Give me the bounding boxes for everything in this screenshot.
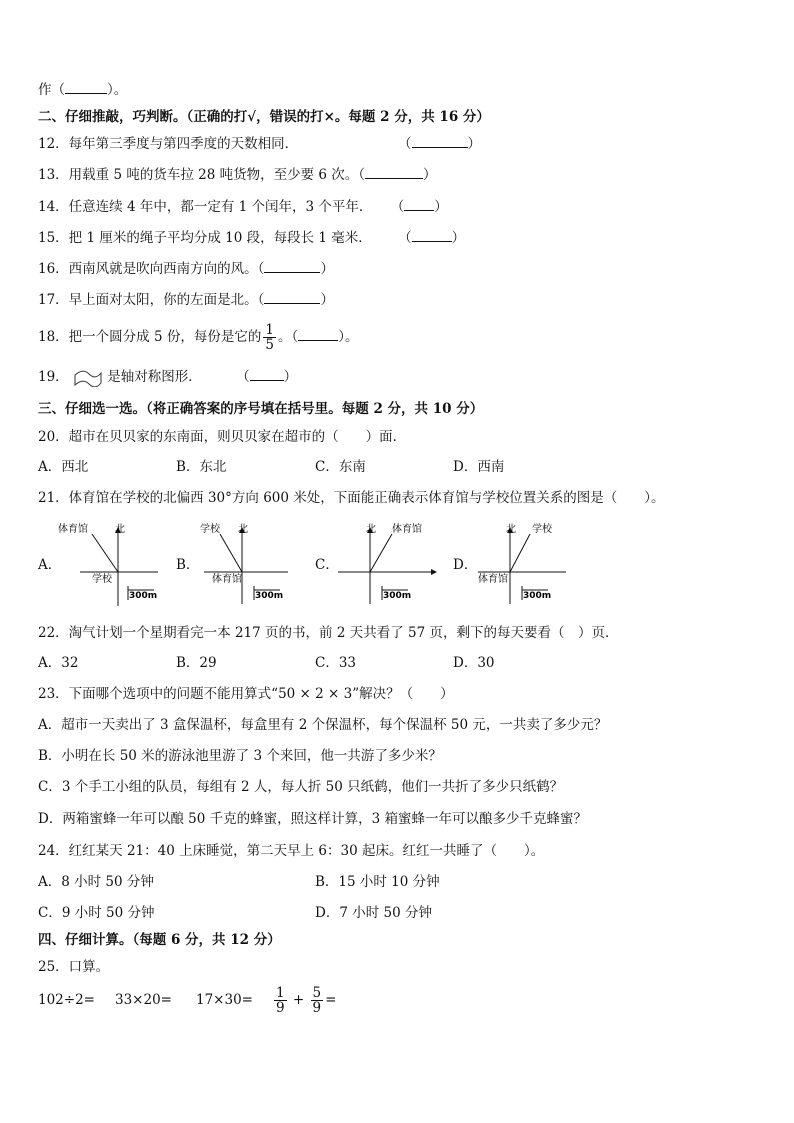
- question-18: 18．把一个圆分成 5 份，每份是它的 $\frac{1}{5}$ 。（ ）。: [38, 322, 359, 353]
- answer-blank[interactable]: [412, 135, 468, 148]
- section-4-title: 四、仔细计算。（每题 6 分，共 12 分）: [38, 932, 281, 948]
- answer-blank[interactable]: [264, 291, 320, 304]
- calc-item: 102÷2=: [38, 992, 95, 1008]
- fraction-one-fifth: $\frac{1}{5}$: [265, 322, 274, 353]
- answer-blank[interactable]: [365, 166, 423, 179]
- top-line: 作（ ）。: [38, 82, 128, 98]
- section-2-title: 二、仔细推敲，巧判断。（正确的打√，错误的打×。每题 2 分，共 16 分）: [38, 109, 490, 125]
- diagram-a[interactable]: [58, 520, 168, 608]
- option-a[interactable]: A．32: [38, 655, 79, 671]
- option-a[interactable]: A．西北: [38, 459, 89, 475]
- diagram-c[interactable]: [334, 520, 444, 608]
- school-label: 学校: [200, 524, 220, 535]
- calc-fraction-sum: $\frac{1}{9}$ + $\frac{5}{9}$ =: [276, 985, 337, 1016]
- answer-paren: （ ）: [398, 136, 481, 152]
- question-24: 24．红红某天 21：40 上床睡觉，第二天早上 6：30 起床。红红一共睡了（ ）。: [38, 843, 545, 859]
- option-b[interactable]: B．: [176, 557, 200, 573]
- answer-blank[interactable]: [412, 229, 452, 242]
- question-25: 25．口算。: [38, 959, 110, 975]
- scale-label: 300m: [523, 591, 552, 601]
- question-16: 16．西南风就是吹向西南方向的风。（ ）: [38, 261, 334, 277]
- answer-blank[interactable]: [65, 81, 107, 94]
- option-a[interactable]: A．8 小时 50 分钟: [38, 874, 154, 890]
- school-label: 学校: [532, 524, 552, 535]
- option-d[interactable]: D．西南: [453, 459, 505, 475]
- gym-label: 体育馆: [392, 524, 422, 535]
- fraction-one-ninth: $\frac{1}{9}$: [276, 985, 285, 1016]
- wave-shape-icon: [73, 369, 103, 387]
- option-b[interactable]: B．15 小时 10 分钟: [315, 874, 440, 890]
- option-b[interactable]: B．东北: [176, 459, 227, 475]
- scale-label: 300m: [383, 591, 412, 601]
- question-12: 12．每年第三季度与第四季度的天数相同． （ ）: [38, 136, 481, 152]
- gym-label: 体育馆: [212, 574, 242, 585]
- option-b[interactable]: B．小明在长 50 米的游泳池里游了 3 个来回，他一共游了多少米？: [38, 748, 442, 764]
- north-label: 北: [506, 524, 516, 535]
- gym-label: 体育馆: [58, 524, 88, 535]
- question-13: 13．用载重 5 吨的货车拉 28 吨货物，至少要 6 次。（ ）: [38, 167, 437, 183]
- school-label: 学校: [92, 574, 112, 585]
- calc-item: 17×30=: [196, 992, 253, 1008]
- answer-blank[interactable]: [264, 260, 320, 273]
- question-17: 17．早上面对太阳，你的左面是北。（ ）: [38, 292, 334, 308]
- answer-blank[interactable]: [298, 328, 338, 341]
- option-c[interactable]: C．东南: [315, 459, 366, 475]
- section-3-title: 三、仔细选一选。（将正确答案的序号填在括号里。每题 2 分，共 10 分）: [38, 401, 484, 417]
- question-23: 23．下面哪个选项中的问题不能用算式“50 × 2 × 3”解决？（ ）: [38, 686, 454, 702]
- question-22: 22．淘气计划一个星期看完一本 217 页的书，前 2 天共看了 57 页，剩下的每天要看（ ）页．: [38, 625, 619, 641]
- diagram-d[interactable]: [472, 520, 582, 608]
- option-d[interactable]: D．: [453, 557, 478, 573]
- north-label: 北: [366, 524, 376, 535]
- option-c[interactable]: C．33: [315, 655, 357, 671]
- gym-label: 体育馆: [478, 574, 508, 585]
- answer-blank[interactable]: [404, 198, 434, 211]
- question-15: 15．把 1 厘米的绳子平均分成 10 段，每段长 1 毫米． （ ）: [38, 230, 466, 246]
- answer-paren: （ ）: [398, 230, 466, 246]
- answer-paren: （ ）: [236, 369, 298, 385]
- option-c[interactable]: C．9 小时 50 分钟: [38, 905, 155, 921]
- question-21: 21．体育馆在学校的北偏西 30°方向 600 米处，下面能正确表示体育馆与学校位置关系的图是（ ）。: [38, 490, 665, 506]
- option-b[interactable]: B．29: [176, 655, 217, 671]
- option-a[interactable]: A．超市一天卖出了 3 盒保温杯，每盒里有 2 个保温杯，每个保温杯 50 元，一共卖了多少元？: [38, 717, 608, 733]
- option-d[interactable]: D．30: [453, 655, 495, 671]
- diagram-b[interactable]: [196, 520, 306, 608]
- fraction-five-ninths: $\frac{5}{9}$: [312, 985, 322, 1016]
- answer-paren: （ ）: [390, 199, 448, 215]
- option-c[interactable]: C．: [315, 557, 339, 573]
- north-label: 北: [238, 524, 248, 535]
- question-14: 14．任意连续 4 年中，都一定有 1 个闰年，3 个平年． （ ）: [38, 199, 448, 215]
- option-c[interactable]: C．3 个手工小组的队员，每组有 2 人，每人折 50 只纸鹤，他们一共折了多少只纸鹤？: [38, 779, 564, 795]
- north-label: 北: [115, 524, 125, 535]
- option-a[interactable]: A．: [38, 557, 62, 573]
- scale-label: 300m: [129, 591, 158, 601]
- calc-item: 33×20=: [115, 992, 172, 1008]
- option-d[interactable]: D．7 小时 50 分钟: [315, 905, 432, 921]
- direction-line: [92, 534, 118, 572]
- question-19: 19． 是轴对称图形． （ ）: [38, 369, 298, 385]
- question-20: 20．超市在贝贝家的东南面，则贝贝家在超市的（ ）面．: [38, 429, 407, 445]
- answer-blank[interactable]: [250, 368, 284, 381]
- option-d[interactable]: D．两箱蜜蜂一年可以酿 50 千克的蜂蜜，照这样计算，3 箱蜜蜂一年可以酿多少千克蜂蜜？: [38, 811, 587, 827]
- scale-label: 300m: [255, 591, 284, 601]
